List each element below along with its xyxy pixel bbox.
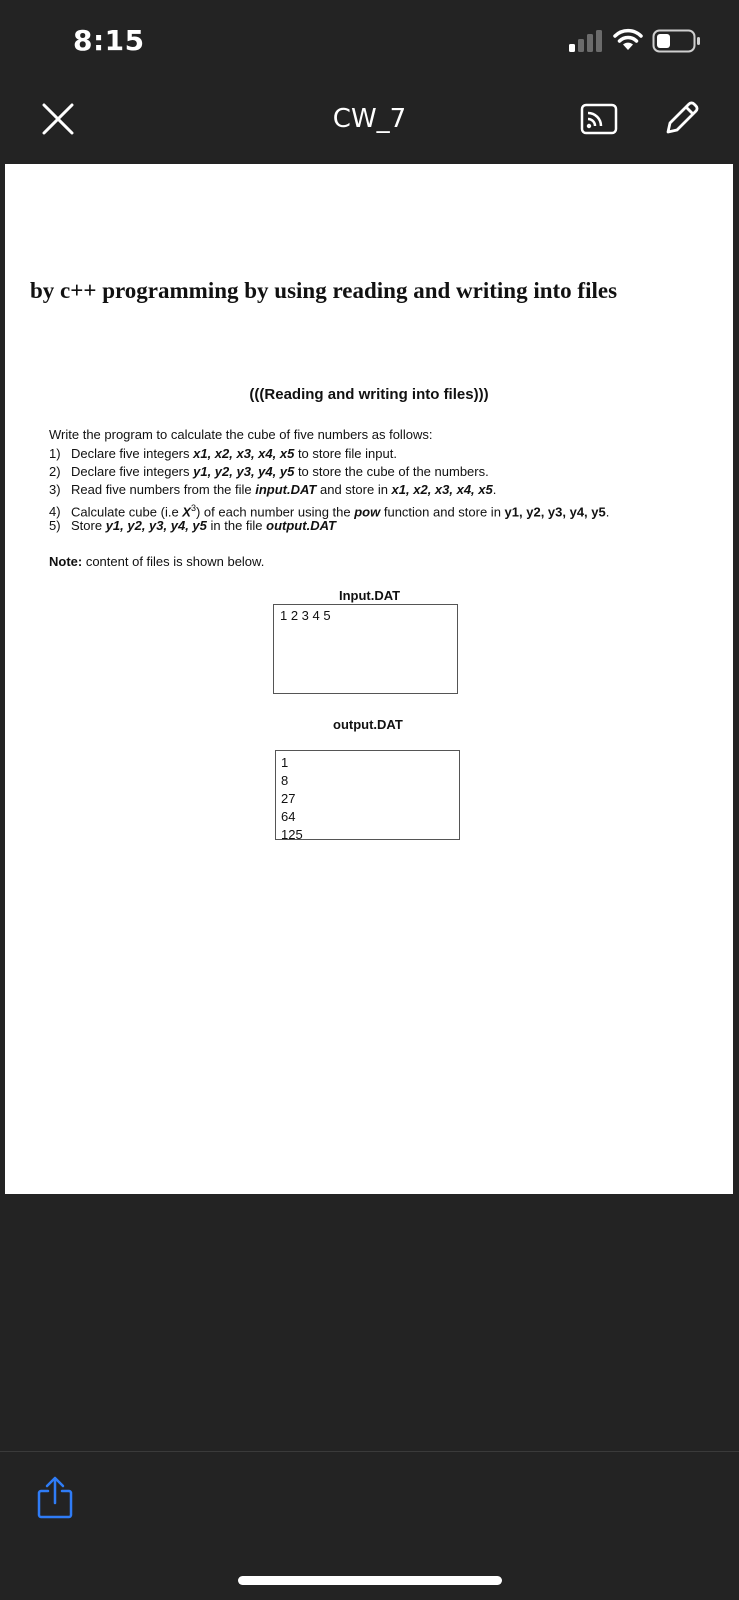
battery-icon bbox=[652, 29, 702, 53]
input-file-label: Input.DAT bbox=[339, 588, 401, 603]
output-line: 27 bbox=[281, 791, 296, 806]
output-line: 1 bbox=[281, 755, 289, 770]
home-indicator[interactable] bbox=[238, 1576, 502, 1585]
output-line: 64 bbox=[281, 809, 296, 824]
list-item: 4) Calculate cube (i.e $X^3$) of each number using the pow function and store in y1, y2, y3, y4, y5. bbox=[49, 503, 610, 520]
list-item: 1) Declare five integers x1, x2, x3, x4, x5 to store file input. bbox=[49, 446, 397, 461]
list-item: 2) Declare five integers y1, y2, y3, y4, y5 to store the cube of the numbers. bbox=[49, 464, 489, 479]
document-subheading: (((Reading and writing into files))) bbox=[249, 386, 489, 403]
document-page[interactable] bbox=[5, 164, 733, 1194]
wifi-icon bbox=[612, 28, 644, 52]
output-file-box bbox=[275, 750, 460, 840]
cast-icon[interactable] bbox=[580, 102, 618, 136]
output-line: 125 bbox=[281, 827, 303, 842]
list-item: 3) Read five numbers from the file input.DAT and store in x1, x2, x3, x4, x5. bbox=[49, 482, 497, 497]
pencil-icon[interactable] bbox=[660, 98, 702, 140]
signal-icon bbox=[569, 30, 605, 52]
note: Note: content of files is shown below. bbox=[49, 554, 265, 569]
output-line: 8 bbox=[281, 773, 289, 788]
input-file-box bbox=[273, 604, 458, 694]
toolbar-divider bbox=[0, 1451, 739, 1452]
status-bar bbox=[0, 0, 739, 80]
instruction-list bbox=[49, 445, 609, 535]
document-title: CW_7 bbox=[332, 104, 407, 134]
output-file-label: output.DAT bbox=[333, 717, 403, 732]
document-heading: by c++ programming by using reading and writing into files bbox=[30, 278, 618, 303]
status-time: 8:15 bbox=[73, 24, 145, 57]
share-icon[interactable] bbox=[36, 1475, 74, 1519]
list-item: 5) Store y1, y2, y3, y4, y5 in the file output.DAT bbox=[49, 518, 336, 533]
input-file-content: 1 2 3 4 5 bbox=[280, 608, 331, 623]
document-intro: Write the program to calculate the cube of five numbers as follows: bbox=[49, 427, 433, 442]
